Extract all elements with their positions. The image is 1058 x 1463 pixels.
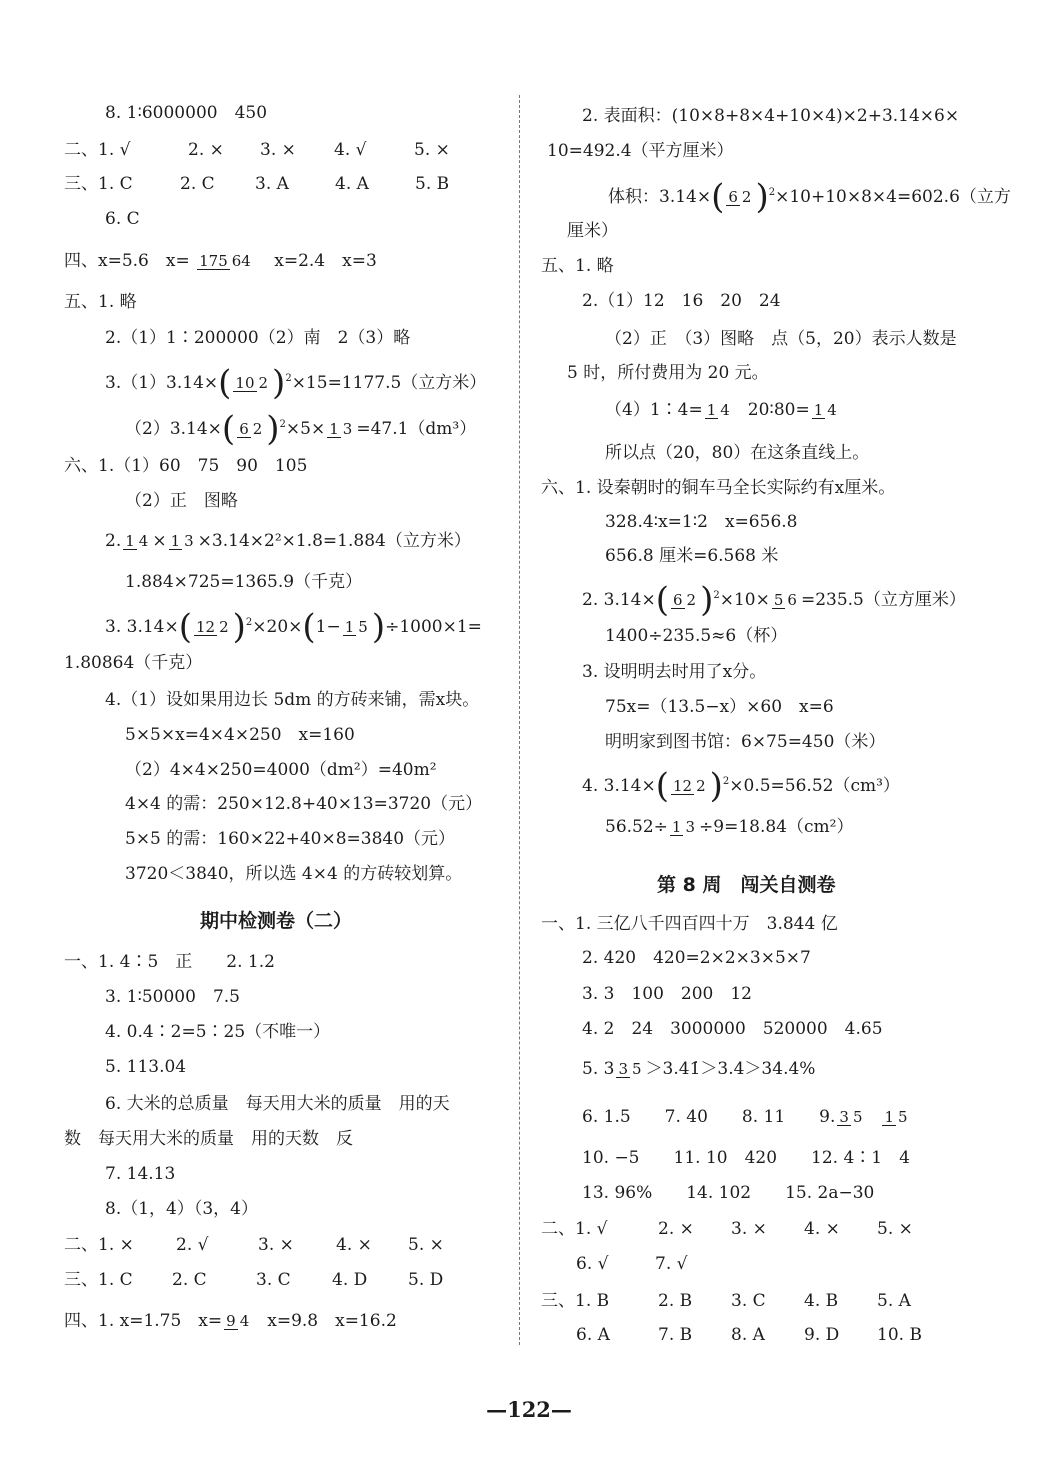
answer-line: [582, 1105, 912, 1129]
answer-row: [64, 1268, 443, 1292]
fraction: [772, 592, 799, 609]
answer-item: 2. √: [176, 1235, 209, 1255]
fraction: [194, 619, 231, 636]
answer-text: 1400÷235.5≈6（杯）: [605, 626, 788, 646]
answer-item: 4. √: [334, 140, 367, 160]
numerator: 6: [239, 419, 249, 438]
answer-item: 9. D: [804, 1325, 840, 1345]
numerator: 1: [813, 401, 824, 419]
answer-text: 2. 420 420=2×2×3×5×7: [582, 948, 811, 968]
answer-item: 二、1. √: [64, 140, 131, 160]
answer-text: 四、1. x=1.75 x=: [64, 1311, 223, 1331]
answer-line: [582, 946, 811, 970]
answer-item: 6. A: [576, 1325, 610, 1345]
answer-item: 二、1. ×: [64, 1235, 134, 1255]
numerator: 1: [344, 617, 355, 636]
denominator: 3: [184, 532, 194, 550]
answer-item: 3. ×: [260, 140, 296, 160]
answer-text: 2.: [105, 531, 122, 551]
answer-item: 二、1. √: [541, 1219, 608, 1239]
answer-text: =235.5（立方厘米）: [800, 589, 966, 610]
answer-line: [105, 1092, 450, 1116]
answer-text: 656.8 厘米=6.568 米: [605, 546, 779, 566]
answer-text: 6. 1.5 7. 40 8. 11 9.: [582, 1107, 836, 1127]
answer-line: [125, 827, 455, 851]
answer-item: 4. B: [804, 1291, 839, 1311]
answer-line: [125, 489, 238, 513]
numerator: 175: [199, 252, 228, 270]
answer-line: [64, 950, 275, 974]
answer-row: [576, 1323, 922, 1347]
fraction: [123, 533, 150, 550]
answer-text: ＞3.41̇＞3.4＞34.4%: [645, 1059, 816, 1079]
answer-text: 8.（1，4）（3，4）: [105, 1199, 258, 1219]
answer-line: [105, 1055, 186, 1079]
answer-line: [105, 207, 140, 231]
answer-item: 5. B: [415, 174, 450, 194]
answer-line: [605, 624, 787, 648]
answer-item: 3. ×: [731, 1219, 767, 1239]
numerator: 12: [196, 617, 216, 636]
numerator: 10: [235, 373, 255, 392]
answer-text: 3720＜3840，所以选 4×4 的方砖较划算。: [125, 864, 463, 884]
fraction: [670, 819, 697, 836]
answer-text: 数 每天用大米的质量 用的天数 反: [64, 1129, 353, 1149]
answer-line: [64, 651, 202, 675]
answer-line: [64, 1309, 397, 1333]
answer-item: 2. C: [172, 1270, 207, 1290]
answer-line: [605, 730, 885, 754]
denominator: 2: [258, 373, 269, 392]
answer-row: [576, 1252, 687, 1276]
numerator: 1: [170, 532, 181, 550]
numerator: 6: [673, 590, 683, 609]
numerator: 1: [125, 532, 135, 550]
answer-line: [541, 254, 614, 278]
answer-line: （2）3.14×( 6 2 )$^2$×5× 1 3 =47.1（dm³）: [125, 409, 477, 449]
answer-text: 2. 3.14×: [582, 589, 656, 610]
answer-row: [64, 172, 449, 196]
answer-text: （2）正 （3）图略 点（5，20）表示人数是: [605, 329, 957, 349]
answer-line: [125, 862, 462, 886]
answer-line: [567, 361, 769, 385]
answer-line: [567, 219, 618, 243]
answer-text: ×: [152, 531, 167, 551]
answer-text: 3. 3 100 200 12: [582, 984, 752, 1004]
answer-item: 4. ×: [804, 1219, 840, 1239]
fraction: [812, 402, 839, 419]
answer-text: 2.（1）12 16 20 24: [582, 291, 781, 311]
answer-line: [64, 1127, 353, 1151]
answer-line: [605, 398, 841, 422]
fraction: [726, 189, 753, 206]
answer-line: [125, 570, 362, 594]
answer-item: 10. B: [877, 1325, 922, 1345]
answer-text: 13. 96% 14. 102 15. 2a−30: [582, 1183, 875, 1203]
answer-text: 4.（1）设如果用边长 5dm 的方砖来铺，需x块。: [105, 690, 480, 710]
fraction: [705, 402, 732, 419]
answer-text: （2）3.14×: [125, 418, 222, 439]
answer-text: ×3.14×2²×1.8=1.884（立方米）: [197, 531, 471, 551]
answer-item: 3. A: [255, 174, 289, 194]
answer-item: 3. C: [256, 1270, 291, 1290]
fraction: [197, 253, 253, 270]
answer-text: 56.52÷: [605, 817, 668, 837]
numerator: 6: [728, 187, 738, 206]
section-heading: 第 8 周 闯关自测卷: [657, 874, 836, 896]
numerator: 1: [884, 1108, 895, 1126]
fraction: [169, 533, 196, 550]
answer-line: [605, 510, 797, 534]
denominator: 6: [787, 590, 797, 609]
answer-text: （4）1∶4=: [605, 400, 703, 420]
answer-line: [105, 529, 471, 553]
answer-text: 所以点（20，80）在这条直线上。: [605, 443, 870, 463]
denominator: 5: [632, 1060, 642, 1078]
answer-item: 5. ×: [877, 1219, 913, 1239]
answer-line: [64, 290, 137, 314]
answer-line: [105, 688, 479, 712]
denominator: 2: [219, 617, 229, 636]
answer-line: [582, 982, 752, 1006]
answer-text: =47.1（dm³）: [356, 418, 477, 439]
answer-item: 5. D: [408, 1270, 444, 1290]
answer-text: 75x=（13.5−x）×60 x=6: [605, 697, 834, 717]
answer-line: [605, 695, 834, 719]
answer-text: 明明家到图书馆：6×75=450（米）: [605, 732, 886, 752]
answer-text: 一、1. 三亿八千四百四十万 3.844 亿: [541, 914, 838, 934]
fraction: [237, 421, 264, 438]
answer-item: 4. D: [332, 1270, 368, 1290]
answer-item: 2. ×: [658, 1219, 694, 1239]
answer-text: 4. 0.4∶2=5∶25（不唯一）: [105, 1022, 331, 1042]
numerator: 3: [839, 1108, 849, 1126]
fraction: [882, 1109, 909, 1126]
answer-text: 10. −5 11. 10 420 12. 4∶1 4: [582, 1148, 910, 1168]
denominator: 4: [720, 401, 730, 419]
answer-text: （2）4×4×250=4000（dm²）=40m²: [125, 760, 437, 780]
answer-text: 厘米）: [567, 221, 618, 241]
answer-line: [582, 104, 959, 128]
answer-line: [64, 454, 307, 478]
numerator: 1: [706, 401, 717, 419]
answer-text: ×20×: [252, 616, 303, 637]
answer-line: [605, 544, 778, 568]
answer-line: [582, 1181, 874, 1205]
answer-text: 4. 2 24 3000000 520000 4.65: [582, 1019, 883, 1039]
answer-item: 7. B: [658, 1325, 693, 1345]
answer-line: 3. 3.14×( 12 2 )$^2$×20×(1− 1 5 )÷1000×1=: [105, 607, 482, 647]
answer-item: 三、1. C: [64, 1270, 133, 1290]
answer-text: （2）正 图略: [125, 491, 238, 511]
section-heading: 期中检测卷（二）: [200, 910, 353, 932]
answer-text: 1.884×725=1365.9（千克）: [125, 572, 363, 592]
answer-line: [105, 101, 267, 125]
answer-text: 5. 3: [582, 1059, 615, 1079]
numerator: 1: [671, 818, 682, 836]
answer-line: [105, 326, 410, 350]
answer-line: [547, 139, 734, 163]
denominator: 4: [239, 1312, 250, 1330]
answer-item: 4. A: [335, 174, 369, 194]
denominator: 3: [342, 419, 353, 438]
answer-item: 6. √: [576, 1254, 609, 1274]
answer-line: [582, 1146, 910, 1170]
numerator: 1: [329, 419, 339, 438]
answer-line: [125, 723, 355, 747]
answer-text: 5×5×x=4×4×250 x=160: [125, 725, 355, 745]
denominator: 5: [358, 617, 368, 636]
answer-line: [605, 441, 869, 465]
answer-text: 五、1. 略: [64, 292, 137, 312]
answer-text: 四、x=5.6 x=: [64, 251, 190, 271]
numerator: 9: [226, 1312, 236, 1330]
denominator: 2: [252, 419, 263, 438]
answer-line: [582, 1057, 815, 1081]
answer-line: [541, 912, 838, 936]
answer-text: 6. C: [105, 209, 140, 229]
answer-line: 体积：3.14×( 6 2 )$^2$×10+10×8×4=602.6（立方: [608, 177, 1011, 217]
denominator: 4: [827, 401, 837, 419]
answer-text: 五、1. 略: [541, 256, 614, 276]
answer-line: [105, 1020, 330, 1044]
answer-text: 10=492.4（平方厘米）: [547, 141, 734, 161]
answer-line: [582, 289, 781, 313]
answer-line: [605, 327, 957, 351]
answer-line: [105, 985, 240, 1009]
denominator: 64: [231, 252, 251, 270]
answer-text: 2. 表面积：(10×8+8×4+10×4)×2+3.14×6×: [582, 106, 960, 126]
answer-item: 3. C: [731, 1291, 766, 1311]
answer-item: 7. √: [655, 1254, 688, 1274]
answer-text: 8. 1∶6000000 450: [105, 103, 268, 123]
answer-text: 5 时，所付费用为 20 元。: [567, 363, 769, 383]
answer-text: 1.80864（千克）: [64, 653, 203, 673]
answer-text: ×0.5=56.52（cm³）: [729, 775, 900, 796]
answer-item: 3. ×: [258, 1235, 294, 1255]
fraction: [327, 421, 354, 438]
answer-text: ×10+10×8×4=602.6（立方: [775, 186, 1011, 207]
answer-text: 7. 14.13: [105, 1164, 176, 1184]
denominator: 5: [852, 1108, 863, 1126]
answer-text: 328.4∶x=1∶2 x=656.8: [605, 512, 798, 532]
fraction: [343, 619, 370, 636]
column-divider: [519, 95, 520, 1345]
fraction: [616, 1061, 643, 1078]
answer-text: ×15=1177.5（立方米）: [291, 372, 487, 393]
answer-text: x=2.4 x=3: [274, 251, 377, 271]
answer-line: 4. 3.14×( 12 2 )$^2$×0.5=56.52（cm³）: [582, 766, 900, 806]
answer-text: 4×4 的需：250×12.8+40×13=3720（元）: [125, 794, 483, 814]
answer-line: [125, 792, 482, 816]
answer-text: ÷1000×1=: [385, 616, 482, 637]
answer-text: 4. 3.14×: [582, 775, 656, 796]
answer-line: 3.（1）3.14×( 10 2 )$^2$×15=1177.5（立方米）: [105, 363, 487, 403]
fraction: [671, 778, 708, 795]
answer-item: 5. A: [877, 1291, 911, 1311]
answer-line: 2. 3.14×( 6 2 )$^2$×10× 5 6 =235.5（立方厘米）: [582, 580, 966, 620]
answer-text: 体积：3.14×: [608, 186, 712, 207]
fraction: [837, 1109, 864, 1126]
answer-row: [64, 1233, 444, 1257]
fraction: [224, 1313, 251, 1330]
denominator: 2: [741, 187, 752, 206]
answer-item: 2. C: [180, 174, 215, 194]
answer-text: 5. 113.04: [105, 1057, 187, 1077]
answer-text: 3.（1）3.14×: [105, 372, 219, 393]
answer-text: ÷9=18.84（cm²）: [699, 817, 854, 837]
answer-line: [64, 249, 377, 273]
answer-text: 2.（1）1∶200000（2）南 2（3）略: [105, 328, 411, 348]
answer-text: 3. 1∶50000 7.5: [105, 987, 240, 1007]
answer-text: 6. 大米的总质量 每天用大米的质量 用的天: [105, 1094, 450, 1114]
fraction: [233, 375, 270, 392]
answer-text: 六、1. 设秦朝时的铜车马全长实际约有x厘米。: [541, 478, 896, 498]
answer-row: [64, 138, 450, 162]
answer-row: [541, 1289, 911, 1313]
denominator: 5: [898, 1108, 908, 1126]
numerator: 12: [673, 776, 693, 795]
answer-text: 一、1. 4∶5 正 2. 1.2: [64, 952, 275, 972]
denominator: 3: [685, 818, 696, 836]
denominator: 2: [686, 590, 697, 609]
answer-text: 3. 3.14×: [105, 616, 179, 637]
answer-item: 三、1. B: [541, 1291, 610, 1311]
answer-line: [541, 476, 895, 500]
denominator: 2: [696, 776, 706, 795]
fraction: [671, 592, 698, 609]
answer-item: 4. ×: [336, 1235, 372, 1255]
denominator: 4: [138, 532, 149, 550]
answer-line: [105, 1197, 258, 1221]
answer-item: 2. ×: [188, 140, 224, 160]
answer-line: [125, 758, 437, 782]
answer-item: 2. B: [658, 1291, 693, 1311]
page-number: —122—: [486, 1397, 572, 1422]
answer-item: 三、1. C: [64, 174, 133, 194]
answer-row: [541, 1217, 913, 1241]
answer-text: x=9.8 x=16.2: [267, 1311, 397, 1331]
answer-item: 5. ×: [414, 140, 450, 160]
answer-text: 5×5 的需：160×22+40×8=3840（元）: [125, 829, 456, 849]
answer-text: 1−: [315, 616, 341, 637]
numerator: 3: [618, 1060, 628, 1078]
answer-line: [105, 1162, 175, 1186]
answer-text: 20∶80=: [747, 400, 810, 420]
answer-line: [605, 815, 853, 839]
answer-text: 六、1.（1）60 75 90 105: [64, 456, 308, 476]
answer-line: [582, 660, 766, 684]
numerator: 5: [773, 590, 784, 609]
answer-text: 3. 设明明去时用了x分。: [582, 662, 767, 682]
answer-line: [582, 1017, 883, 1041]
answer-text: ×10×: [719, 589, 770, 610]
answer-text: ×5×: [285, 418, 326, 439]
answer-item: 8. A: [731, 1325, 765, 1345]
answer-item: 5. ×: [408, 1235, 444, 1255]
